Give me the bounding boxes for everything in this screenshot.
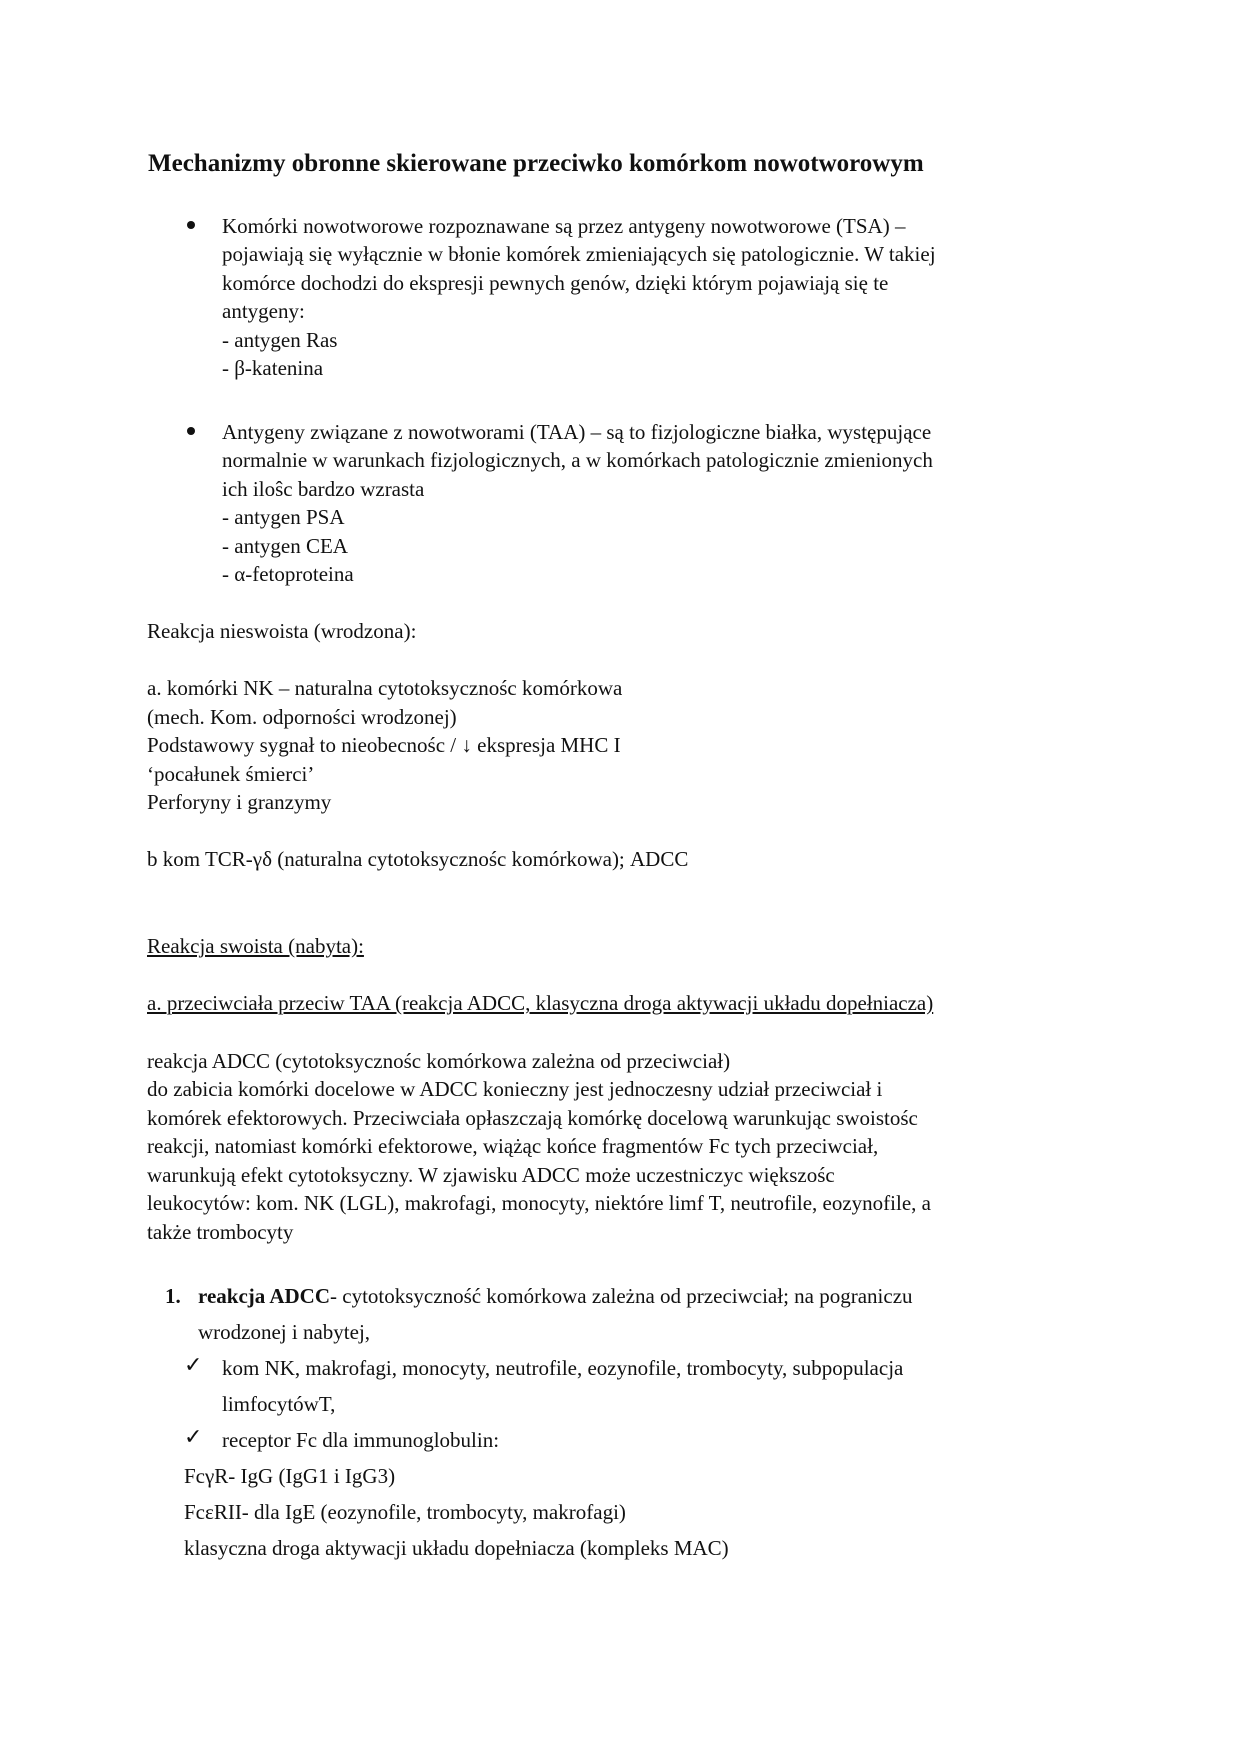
specific-subheading: a. przeciwciała przeciw TAA (reakcja ADCC, klasyczna droga aktywacji układu dopełniacza) (147, 991, 934, 1015)
adcc-paragraph-line-4: reakcji, natomiast komórki efektorowe, wiążąc końce fragmentów Fc tych przeciwciał, (147, 1134, 879, 1158)
fc-epsilon-line: FcεRII- dla IgE (eozynofile, trombocyty, makrofagi) (184, 1500, 626, 1524)
innate-b-line: b kom TCR-γδ (naturalna cytotoksycznośc komórkowa); ADCC (147, 847, 689, 871)
fc-gamma-line: FcγR- IgG (IgG1 i IgG3) (184, 1464, 396, 1488)
bullet-1-line-2: pojawiają się wyłącznie w błonie komórek zmieniających się patologicznie. W takiej (222, 242, 936, 266)
bullet-1-line-6: - β-katenina (222, 356, 324, 380)
document-title: Mechanizmy obronne skierowane przeciwko komórkom nowotworowym (148, 150, 924, 177)
adcc-paragraph-line-7: także trombocyty (147, 1220, 294, 1244)
check-2-line-1: receptor Fc dla immunoglobulin: (222, 1428, 500, 1452)
adcc-paragraph-line-6: leukocytów: kom. NK (LGL), makrofagi, monocyty, niektóre limf T, neutrofile, eozynofile, a (147, 1191, 931, 1215)
bullet-1-line-5: - antygen Ras (222, 328, 338, 352)
checkmark-icon: ✓ (184, 1352, 203, 1377)
bullet-2-line-3: ich iloŝc bardzo wzrasta (222, 477, 425, 501)
bullet-2-line-1: Antygeny związane z nowotworami (TAA) – są to fizjologiczne białka, występujące (222, 420, 932, 444)
specific-heading: Reakcja swoista (nabyta): (147, 934, 364, 958)
numbered-item-line-1 (198, 1282, 913, 1310)
bullet-2-line-4: - antygen PSA (222, 505, 345, 529)
adcc-paragraph-line-5: warunkują efekt cytotoksyczny. W zjawisku ADCC może uczestniczyc większośc (147, 1163, 835, 1187)
innate-line-5: Perforyny i granzymy (147, 790, 332, 814)
innate-line-2: (mech. Kom. odporności wrodzonej) (147, 705, 457, 729)
adcc-paragraph-line-2: do zabicia komórki docelowe w ADCC konieczny jest jednoczesny udział przeciwciał i (147, 1077, 883, 1101)
numbered-item-line-2: wrodzonej i nabytej, (198, 1320, 371, 1344)
bullet-icon (187, 221, 195, 229)
check-1-line-1: kom NK, makrofagi, monocyty, neutrofile, eozynofile, trombocyty, subpopulacja (222, 1356, 904, 1380)
bullet-icon (187, 427, 195, 435)
checkmark-icon: ✓ (184, 1424, 203, 1449)
check-1-line-2: limfocytówT, (222, 1392, 336, 1416)
innate-line-1: a. komórki NK – naturalna cytotoksycznośc komórkowa (147, 676, 623, 700)
bullet-1-line-4: antygeny: (222, 299, 305, 323)
complement-line: klasyczna droga aktywacji układu dopełniacza (kompleks MAC) (184, 1536, 729, 1560)
numbered-item-number: 1. (165, 1284, 181, 1308)
numbered-item-bold: reakcja ADCC (198, 1284, 331, 1308)
adcc-paragraph-line-3: komórek efektorowych. Przeciwciała opłaszczają komórkę docelową warunkując swoistośc (147, 1106, 918, 1130)
bullet-2-line-2: normalnie w warunkach fizjologicznych, a w komórkach patologicznie zmienionych (222, 448, 933, 472)
bullet-2-line-5: - antygen CEA (222, 534, 348, 558)
innate-line-4: ‘pocałunek śmierci’ (147, 762, 315, 786)
numbered-item-rest: - cytotoksyczność komórkowa zależna od przeciwciał; na pograniczu (330, 1284, 913, 1308)
bullet-1-line-3: komórce dochodzi do ekspresji pewnych genów, dzięki którym pojawiają się te (222, 271, 889, 295)
adcc-paragraph-line-1: reakcja ADCC (cytotoksycznośc komórkowa zależna od przeciwciał) (147, 1049, 731, 1073)
bullet-2-line-6: - α-fetoproteina (222, 562, 354, 586)
innate-heading: Reakcja nieswoista (wrodzona): (147, 619, 417, 643)
innate-line-3: Podstawowy sygnał to nieobecnośc / ↓ ekspresja MHC I (147, 733, 621, 757)
bullet-1-line-1: Komórki nowotworowe rozpoznawane są przez antygeny nowotworowe (TSA) – (222, 214, 906, 238)
